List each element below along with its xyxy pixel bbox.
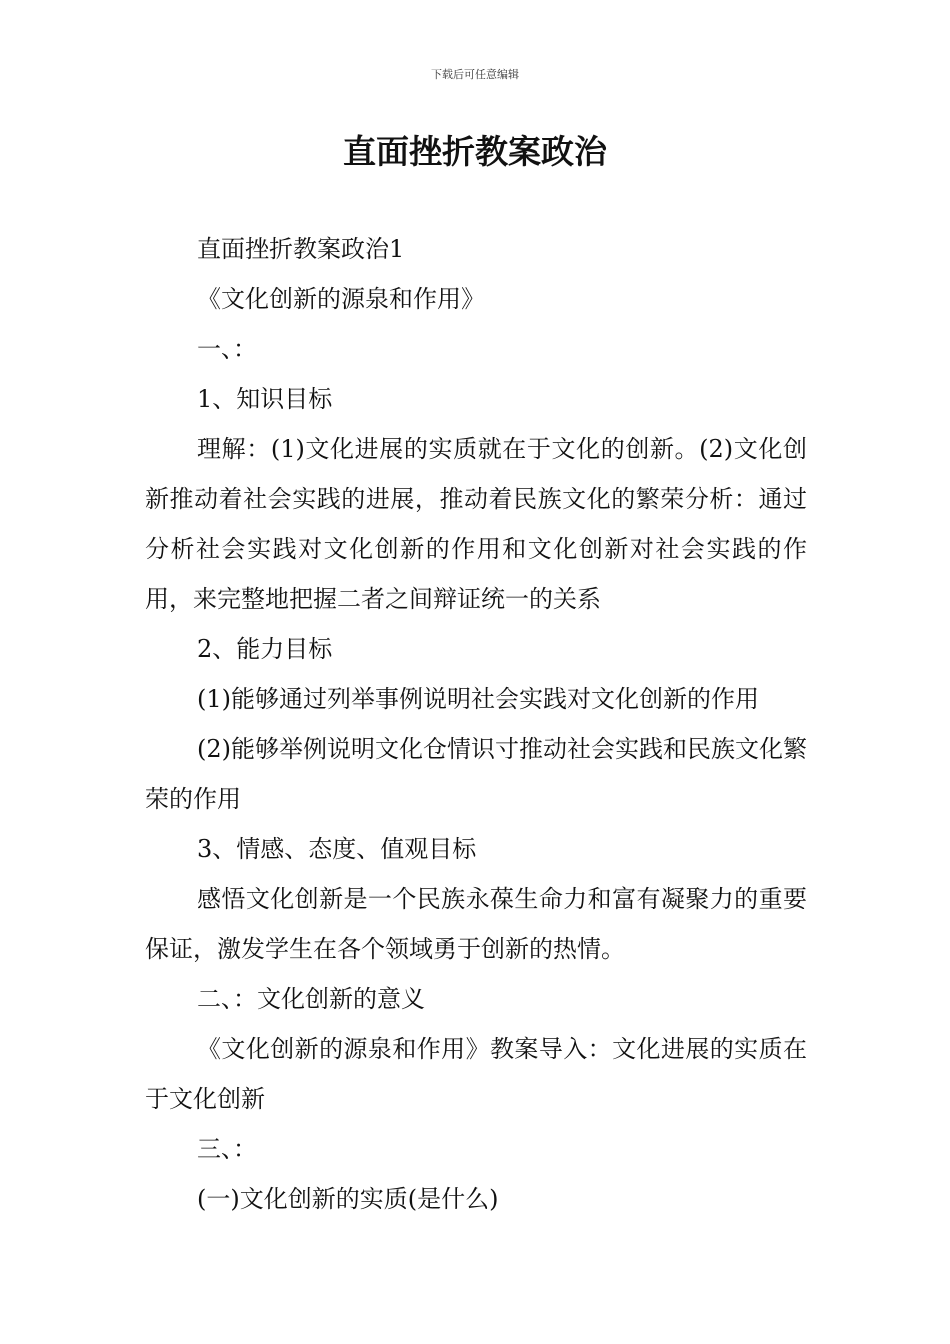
paragraph: 3、情感、态度、值观目标 bbox=[197, 835, 477, 863]
paragraph: 《文化创新的源泉和作用》教案导入：文化进展的实质在于文化创新 bbox=[145, 1035, 807, 1113]
paragraph: 二、：文化创新的意义 bbox=[197, 985, 425, 1013]
paragraph: 三、： bbox=[197, 1135, 257, 1163]
paragraph: (1)能够通过列举事例说明社会实践对文化创新的作用 bbox=[197, 685, 759, 713]
paragraph: (一)文化创新的实质(是什么) bbox=[197, 1185, 499, 1213]
paragraph: 直面挫折教案政治1 bbox=[197, 235, 405, 263]
paragraph: 感悟文化创新是一个民族永葆生命力和富有凝聚力的重要保证，激发学生在各个领域勇于创新的热情。 bbox=[145, 885, 807, 963]
document-title: 直面挫折教案政治 bbox=[343, 132, 607, 171]
paragraph: 一、： bbox=[197, 335, 257, 363]
paragraph: 理解：(1)文化进展的实质就在于文化的创新。(2)文化创新推动着社会实践的进展，推动着民族文化的繁荣分析：通过分析社会实践对文化创新的作用和文化创新对社会实践的作用，来完整地把握二者之间辩证统一的关系 bbox=[145, 435, 807, 613]
paragraph: (2)能够举例说明文化仓情识寸推动社会实践和民族文化繁荣的作用 bbox=[145, 735, 807, 813]
paragraph: 2、能力目标 bbox=[197, 635, 333, 663]
paragraph: 《文化创新的源泉和作用》 bbox=[197, 285, 485, 313]
paragraph: 1、知识目标 bbox=[197, 385, 333, 413]
header-note: 下载后可任意编辑 bbox=[431, 68, 519, 81]
document-body bbox=[145, 224, 807, 1224]
